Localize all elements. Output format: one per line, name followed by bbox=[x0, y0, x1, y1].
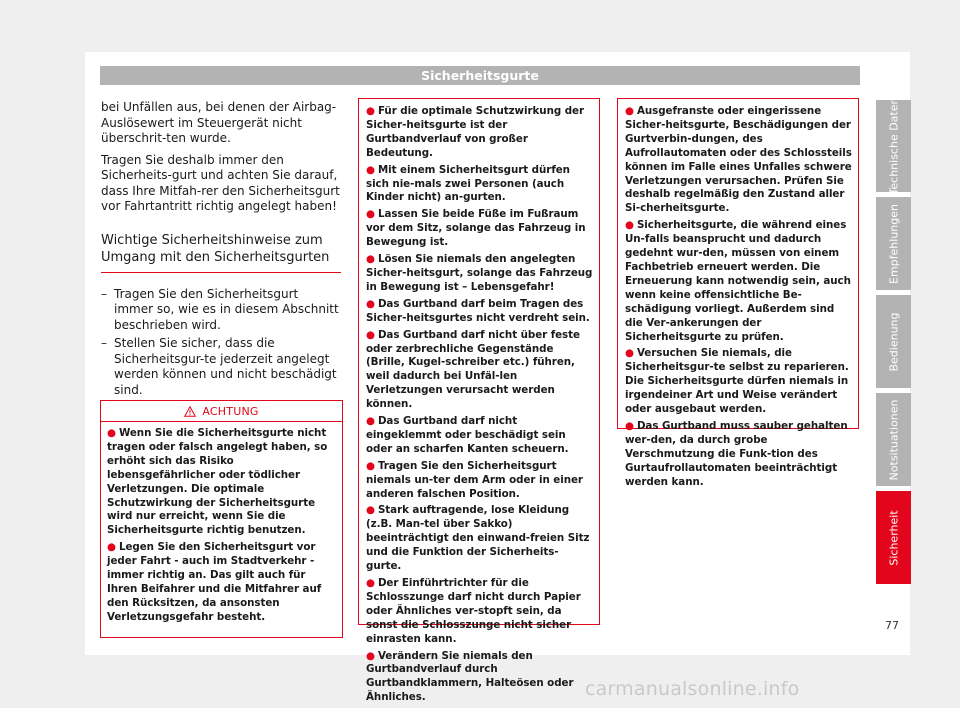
warning-header bbox=[101, 401, 342, 422]
tab-label: Empfehlungen bbox=[887, 203, 900, 284]
warning-item-text: Tragen Sie den Sicherheitsgurt niemals un-ter dem Arm oder in einer anderen falschen Position. bbox=[366, 459, 583, 500]
text-column-left bbox=[101, 100, 341, 401]
bullet-dot: ● bbox=[625, 219, 634, 232]
warning-item bbox=[366, 208, 593, 250]
bullet-dot: ● bbox=[366, 297, 375, 310]
bullet-dot: ● bbox=[366, 105, 375, 117]
warning-item bbox=[366, 415, 593, 457]
warning-item-text: Lösen Sie niemals den angelegten Sicher-heitsgurt, solange das Fahrzeug in Bewegung ist – Lebensgefahr! bbox=[366, 253, 593, 293]
warning-item bbox=[366, 650, 593, 706]
warning-item bbox=[625, 347, 852, 417]
warning-item bbox=[625, 420, 852, 490]
bullet-dot: ● bbox=[366, 577, 375, 589]
step-text: Tragen Sie den Sicherheitsgurt immer so, wie es in diesem Abschnitt beschrieben wird. bbox=[114, 286, 339, 332]
warning-item-text: Das Gurtband darf nicht eingeklemmt oder beschädigt sein oder an scharfen Kanten scheuern. bbox=[366, 415, 569, 455]
tab-empfehlungen[interactable] bbox=[876, 197, 911, 290]
tab-label: Sicherheit bbox=[887, 509, 900, 566]
bullet-dot: ● bbox=[366, 415, 375, 428]
warning-title: ACHTUNG bbox=[202, 404, 259, 418]
page-number: 77 bbox=[885, 619, 899, 632]
section-heading: Wichtige Sicherheitshinweise zum Umgang mit den Sicherheitsgurten bbox=[101, 232, 341, 273]
warning-item-text: Legen Sie den Sicherheitsgurt vor jeder Fahrt - auch im Stadtverkehr - immer richtig an. Das gilt auch für Ihren Beifahrer und die Mitfahrer auf den Rücksitzen, da ansonsten Verletzungsgefahr besteht. bbox=[107, 541, 322, 623]
warning-item bbox=[366, 460, 593, 502]
bullet-dot: ● bbox=[366, 459, 375, 472]
tab-notsituationen[interactable] bbox=[876, 393, 911, 486]
tab-sicherheit[interactable] bbox=[876, 491, 911, 584]
bullet-dot: ● bbox=[366, 208, 375, 221]
warning-item bbox=[107, 541, 336, 624]
paragraph: Tragen Sie deshalb immer den Sicherheits-gurt und achten Sie darauf, dass Ihre Mitfah-rer den Sicherheitsgurt vor Fahrtantritt richtig angelegt haben! bbox=[101, 152, 340, 213]
warning-item-text: Das Gurtband darf nicht über feste oder zerbrechliche Gegenstände (Brille, Kugel-schreiber etc.) führen, weil dadurch bei Unfäl-len Verletzungen verursacht werden können. bbox=[366, 328, 580, 411]
warning-box-middle bbox=[358, 98, 600, 704]
warning-item bbox=[366, 298, 593, 326]
warning-item bbox=[366, 577, 593, 647]
bullet-dot: ● bbox=[366, 163, 375, 176]
warning-item-text: Das Gurtband muss sauber gehalten wer-den, da durch grobe Verschmutzung die Funk-tion des Gurtaufrollautomaten beeinträchtigt werden kann. bbox=[625, 419, 848, 488]
bullet-dot: ● bbox=[625, 105, 634, 117]
warning-item-text: Versuchen Sie niemals, die Sicherheitsgur-te selbst zu reparieren. Die Sicherheitsgurte dürfen niemals in irgendeiner Art und Weise verändert oder ausgebaut werden. bbox=[625, 347, 849, 416]
tab-technische-daten[interactable] bbox=[876, 97, 911, 195]
warning-box-right bbox=[617, 98, 859, 488]
bullet-dot: ● bbox=[107, 427, 116, 439]
warning-item-text: Wenn Sie die Sicherheitsgurte nicht tragen oder falsch angelegt haben, so erhöht sich das Risiko lebensgefährlicher oder tödlicher Verletzungen. Die optimale Schutzwirkung der Sicherheitsgurte wird nur erreicht, wenn Sie die Sicherheitsgurte richtig benutzen. bbox=[107, 427, 328, 537]
warning-item bbox=[107, 427, 336, 538]
bullet-dot: ● bbox=[366, 504, 375, 517]
warning-item bbox=[366, 504, 593, 574]
step-dash: – bbox=[101, 286, 107, 301]
bullet-dot: ● bbox=[366, 328, 375, 341]
step-text: Stellen Sie sicher, dass die Sicherheitsgur-te jederzeit angelegt werden können und nicht beschädigt sind. bbox=[114, 336, 337, 397]
tab-bedienung[interactable] bbox=[876, 295, 911, 388]
warning-item-text: Das Gurtband darf beim Tragen des Sicher-heitsgurtes nicht verdreht sein. bbox=[366, 297, 590, 324]
bullet-dot: ● bbox=[366, 253, 375, 266]
warning-body bbox=[101, 422, 342, 637]
warning-item-text: Ausgefranste oder eingerissene Sicher-heitsgurte, Beschädigungen der Gurtverbin-dungen, des Aufrollautomaten oder des Schlossteils können im Falle eines Unfalles schwere Verletzungen verursachen. Prüfen Sie deshalb regelmäßig den Zustand aller Si-cherheitsgurte. bbox=[625, 105, 852, 215]
warning-item bbox=[625, 105, 852, 216]
warning-item-text: Lassen Sie beide Füße im Fußraum vor dem Sitz, solange das Fahrzeug in Bewegung ist. bbox=[366, 208, 586, 249]
warning-item bbox=[366, 164, 593, 206]
warning-item bbox=[366, 105, 593, 161]
page-header bbox=[100, 66, 860, 85]
warning-item bbox=[366, 329, 593, 412]
warning-item bbox=[625, 219, 852, 344]
paragraph: bei Unfällen aus, bei denen der Airbag-Auslösewert im Steuergerät nicht überschrit-ten wurde. bbox=[101, 100, 337, 145]
step-item bbox=[101, 287, 341, 334]
bullet-dot: ● bbox=[625, 347, 634, 360]
bullet-dot: ● bbox=[107, 541, 116, 554]
bullet-dot: ● bbox=[366, 649, 375, 662]
step-dash: – bbox=[101, 336, 107, 350]
warning-item-text: Mit einem Sicherheitsgurt dürfen sich nie-mals zwei Personen (auch Kinder nicht) an-gurten. bbox=[366, 163, 570, 204]
warning-item-text: Der Einführtrichter für die Schlosszunge darf nicht durch Papier oder Ähnliches ver-stopft sein, da sonst die Schlosszunge nicht sicher einrasten kann. bbox=[366, 577, 581, 645]
warning-item-text: Sicherheitsgurte, die während eines Un-falls beansprucht und dadurch gedehnt wur-den, müssen von einem Fachbetrieb erneuert werden. Die Erneuerung kann notwendig sein, auch wenn keine offensichtliche Be-schädigung vorliegt. Außerdem sind die Ver-ankerungen der Sicherheitsgurte zu prüfen. bbox=[625, 219, 851, 343]
bullet-dot: ● bbox=[625, 419, 634, 432]
warning-item-text: Stark auftragende, lose Kleidung (z.B. Man-tel über Sakko) beeinträchtigt den einwand-freien Sitz und die Funktion der Sicherheits-gurte. bbox=[366, 504, 590, 573]
page-header-title: Sicherheitsgurte bbox=[421, 68, 539, 83]
step-item bbox=[101, 336, 341, 398]
warning-triangle-icon bbox=[184, 406, 196, 417]
warning-item bbox=[366, 253, 593, 295]
warning-item-text: Verändern Sie niemals den Gurtbandverlauf durch Gurtbandklammern, Halteösen oder Ähnliches. bbox=[366, 649, 574, 704]
tab-label: Technische Daten bbox=[887, 97, 900, 195]
warning-item-text: Für die optimale Schutzwirkung der Sicher-heitsgurte ist der Gurtbandverlauf von großer Bedeutung. bbox=[366, 105, 585, 159]
warning-box bbox=[100, 400, 343, 638]
watermark-text: carmanualsonline.info bbox=[585, 678, 800, 700]
tab-label: Notsituationen bbox=[887, 399, 900, 480]
tab-label: Bedienung bbox=[887, 311, 900, 372]
